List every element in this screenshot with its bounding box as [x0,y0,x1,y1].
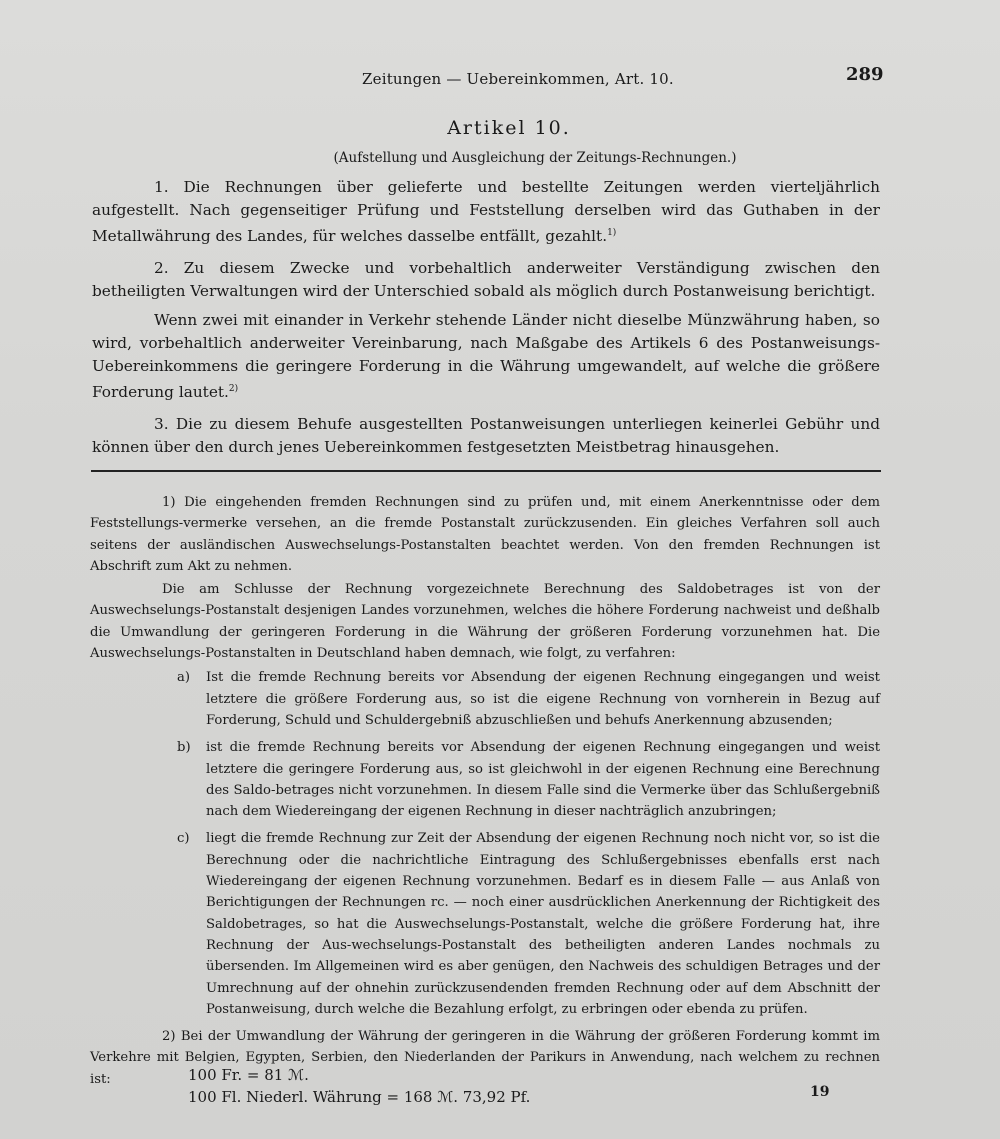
signature-mark: 19 [810,1084,830,1100]
list-item [177,667,880,731]
conversion-formula: 100 Fr. = 81 ℳ. [188,1066,309,1084]
item-text: ist die fremde Rechnung bereits vor Absendung der eigenen Rechnung eingegangen und weist letztere die geringere Forderung aus, so ist gleichwohl in der eigenen Rechnung eine Berechnung des Saldo-betrages nicht vorzunehmen. In diesem Falle sind die Vermerke über das Schlußergebniß nach dem Wiedereingang der eigenen Rechnung in dieser nachträglich anzubringen; [206,740,880,820]
footnotes [90,492,880,1092]
item-label: b) [177,740,191,756]
list-item [177,737,880,822]
item-label: a) [177,670,191,686]
article-paragraph: 1. Die Rechnungen über gelieferte und bestellte Zeitungen werden vierteljährlich aufgestellt. Nach gegenseitiger Prüfung und Feststellung derselben wird das Guthaben in der Metallwährung des Landes, für welches dasselbe entfällt, gezahlt.$^{1)}$ [92,178,880,246]
article-subtitle: (Aufstellung und Ausgleichung der Zeitungs-Rechnungen.) [333,150,737,166]
footnote-divider [91,470,881,472]
item-text: liegt die fremde Rechnung zur Zeit der Absendung der eigenen Rechnung noch nicht vor, so ist die Berechnung oder die nachrichtliche Eintragung des Schlußergebnisses ebenfalls erst nach Wiedereingang der eigenen Rechnung vorzunehmen. Bedarf es in diesem Falle — aus Anlaß von Berichtigungen der Rechnungen rc. — noch einer ausdrücklichen Anerkennung der Richtigkeit des Saldobetrages, so hat die Auswechselungs-Postanstalt, welche die größere Forderung hat, ihre Rechnung der Aus-wechselungs-Postanstalt des betheiligten anderen Landes nochmals zu übersenden. Im Allgemeinen wird es aber genügen, den Nachweis des schuldigen Betrages und der Umrechnung auf der ohnehin zurückzusendenden fremden Rechnung oder auf dem Abschnitt der Postanweisung, durch welche die Bezahlung erfolgt, zu erbringen oder ebenda zu prüfen. [206,831,880,1017]
article-paragraph: 2. Zu diesem Zwecke und vorbehaltlich anderweiter Verständigung zwischen den betheiligten Verwaltungen wird der Unterschied sobald als möglich durch Postanweisung berichtigt. [92,259,880,301]
article-title: Artikel 10. [447,117,571,139]
running-head: Zeitungen — Uebereinkommen, Art. 10. [362,70,674,88]
list-item [177,828,880,1020]
item-label: c) [177,831,190,847]
article-paragraph: Wenn zwei mit einander in Verkehr stehende Länder nicht dieselbe Münzwährung haben, so wird, vorbehaltlich anderweiter Vereinbarung, nach Maßgabe des Artikels 6 des Postanweisungs-Uebereinkommens die geringere Forderung in die Währung umgewandelt, auf welche die größere Forderung lautet.$^{2)}$ [92,311,880,402]
page-number: 289 [846,64,884,85]
conversion-formula: 100 Fl. Niederl. Währung = 168 ℳ. 73,92 Pf. [188,1088,531,1106]
footnote-1: 1) Die eingehenden fremden Rechnungen sind zu prüfen und, mit einem Anerkenntnisse oder dem Feststellungs-vermerke versehen, an die fremde Postanstalt zurückzusenden. Ein gleiches Verfahren soll auch seitens der ausländischen Auswechselungs-Postanstalten beachtet werden. Von den fremden Rechnungen ist Abschrift zum Akt zu nehmen. [90,495,880,574]
footnote-1-paragraph: Die am Schlusse der Rechnung vorgezeichnete Berechnung des Saldobetrages ist von der Auswechselungs-Postanstalt desjenigen Landes vorzunehmen, welches die höhere Forderung nachweist und deßhalb die Umwandlung der geringeren Forderung in die Währung der größeren Forderung vorzunehmen hat. Die Auswechselungs-Postanstalten in Deutschland haben demnach, wie folgt, zu verfahren: [90,582,880,662]
footnote-mark: 1) [607,228,617,238]
item-text: Ist die fremde Rechnung bereits vor Absendung der eigenen Rechnung eingegangen und weist letztere die größere Forderung aus, so ist die eigene Rechnung von vornherein in Bezug auf Forderung, Schuld und Schuldergebniß abzuschließen und behufs Anerkennung abzusenden; [206,670,880,728]
footnote-2: 2) Bei der Umwandlung der Währung der geringeren in die Währung der größeren Forderung kommt im Verkehre mit Belgien, Egypten, Serbien, den Niederlanden der Parikurs in Anwendung, nach welchem zu rechnen ist: [90,1029,880,1087]
footnote-mark: 2) [228,384,239,395]
article-body [92,176,880,468]
article-paragraph: 3. Die zu diesem Behufe ausgestellten Postanweisungen unterliegen keinerlei Gebühr und können über den durch jenes Uebereinkommen festgesetzten Meistbetrag hinausgehen. [92,415,880,457]
